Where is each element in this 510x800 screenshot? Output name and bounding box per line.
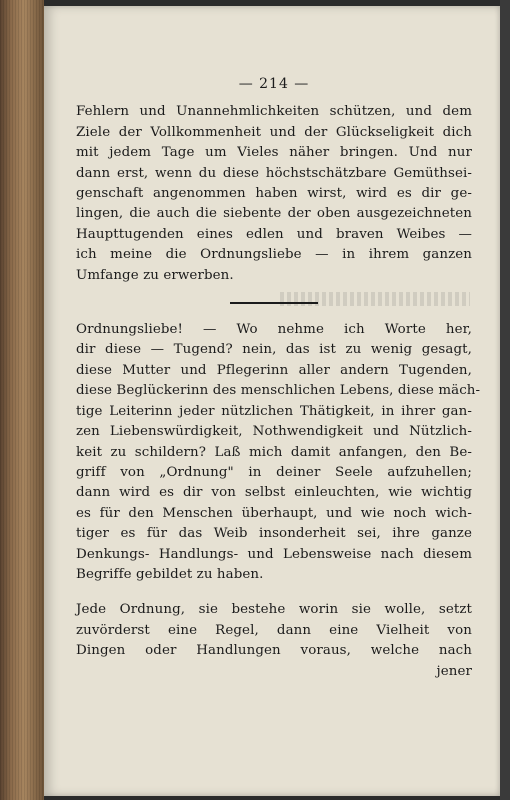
text-line: ich meine die Ordnungsliebe — in ihrem ganzen (76, 247, 472, 263)
text-line: Haupttugenden eines edlen und braven Weibes — (76, 226, 472, 242)
text-line: lingen, die auch die siebente der oben ausgezeichneten (76, 206, 472, 222)
paragraph-3 (76, 600, 472, 682)
text-line: Dingen oder Handlungen voraus, welche nach (76, 643, 472, 659)
text-line: Umfange zu erwerben. (76, 267, 234, 283)
text-line: Ziele der Vollkommenheit und der Glückseligkeit dich (76, 124, 472, 140)
text-line: tiger es für das Weib insonderheit sei, ihre ganze (76, 526, 472, 542)
text-line: dann erst, wenn du diese höchstschätzbare Gemüthsei- (76, 165, 472, 181)
catchword: jener (436, 663, 472, 679)
paragraph-1 (76, 102, 472, 286)
section-divider (230, 302, 318, 304)
binding-texture (0, 0, 44, 800)
text-line: es für den Menschen überhaupt, und wie noch wich- (76, 505, 472, 521)
text-line: diese Mutter und Pflegerinn aller andern Tugenden, (76, 362, 472, 378)
page-text (76, 74, 481, 682)
text-line: genschaft angenommen haben wirst, wird es dir ge- (76, 186, 472, 202)
text-line: Jede Ordnung, sie bestehe worin sie wolle, setzt (76, 602, 472, 618)
text-line: keit zu schildern? Laß mich damit anfangen, den Be- (76, 444, 472, 460)
text-line: zuvörderst eine Regel, dann eine Vielheit von (76, 622, 472, 638)
scan-edge (500, 0, 510, 800)
paragraph-2 (76, 320, 481, 585)
text-line: dann wird es dir von selbst einleuchten, wie wichtig (76, 485, 472, 501)
text-line: griff von „Ordnung" in deiner Seele aufzuhellen; (76, 464, 472, 480)
paragraph-gap (76, 585, 472, 600)
page-number: — 214 — (238, 76, 310, 92)
text-line: tige Leiterinn jeder nützlichen Thätigkeit, in ihrer gan- (76, 403, 472, 419)
text-line: Begriffe gebildet zu haben. (76, 566, 264, 582)
text-line: diese Beglückerinn des menschlichen Lebens, diese mäch- (76, 383, 481, 399)
text-line: mit jedem Tage um Vieles näher bringen. Und nur (76, 145, 472, 161)
text-line: Denkungs- Handlungs- und Lebensweise nach diesem (76, 546, 472, 562)
text-line: Fehlern und Unannehmlichkeiten schützen, und dem (76, 104, 472, 120)
text-line: Ordnungsliebe! — Wo nehme ich Worte her, (76, 322, 472, 338)
text-line: dir diese — Tugend? nein, das ist zu wenig gesagt, (76, 342, 472, 358)
text-line: zen Liebenswürdigkeit, Nothwendigkeit und Nützlich- (76, 424, 472, 440)
